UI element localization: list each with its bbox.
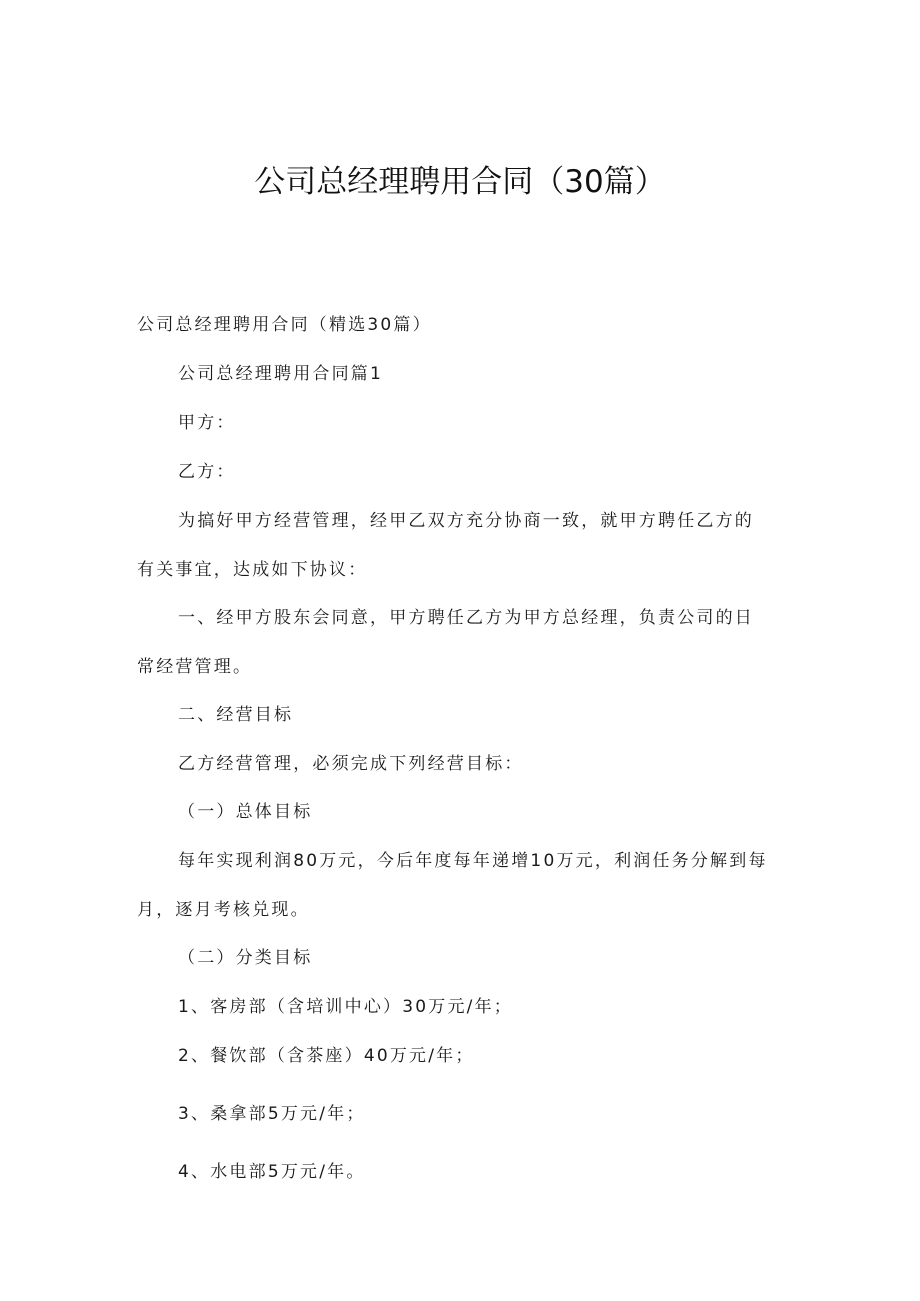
target-item: 2、餐饮部（含茶座）40万元/年； [178, 1046, 475, 1066]
intro-paragraph-line-2: 有关事宜，达成如下协议： [137, 560, 368, 580]
clause-2-heading: 二、经营目标 [178, 705, 294, 725]
category-target-heading: （二）分类目标 [178, 948, 313, 968]
overall-target-line-2: 月，逐月考核兑现。 [137, 900, 310, 920]
clause-1-line-2: 常经营管理。 [137, 657, 253, 677]
overall-target-line-1: 每年实现利润80万元，今后年度每年递增10万元，利润任务分解到每 [178, 851, 768, 871]
section-heading: 公司总经理聘用合同篇1 [178, 364, 384, 384]
target-item: 1、客房部（含培训中心）30万元/年； [178, 997, 513, 1017]
overall-target-heading: （一）总体目标 [178, 802, 313, 822]
clause-1-line-1: 一、经甲方股东会同意，甲方聘任乙方为甲方总经理，负责公司的日 [178, 608, 754, 628]
target-item: 4、水电部5万元/年。 [178, 1162, 366, 1182]
document-title: 公司总经理聘用合同（30篇） [254, 164, 666, 200]
document-subtitle: 公司总经理聘用合同（精选30篇） [137, 315, 432, 335]
target-item: 3、桑拿部5万元/年； [178, 1104, 366, 1124]
clause-2-intro: 乙方经营管理，必须完成下列经营目标： [178, 754, 524, 774]
intro-paragraph-line-1: 为搞好甲方经营管理，经甲乙双方充分协商一致，就甲方聘任乙方的 [178, 511, 754, 531]
party-b-label: 乙方： [178, 462, 236, 482]
party-a-label: 甲方： [178, 413, 236, 433]
